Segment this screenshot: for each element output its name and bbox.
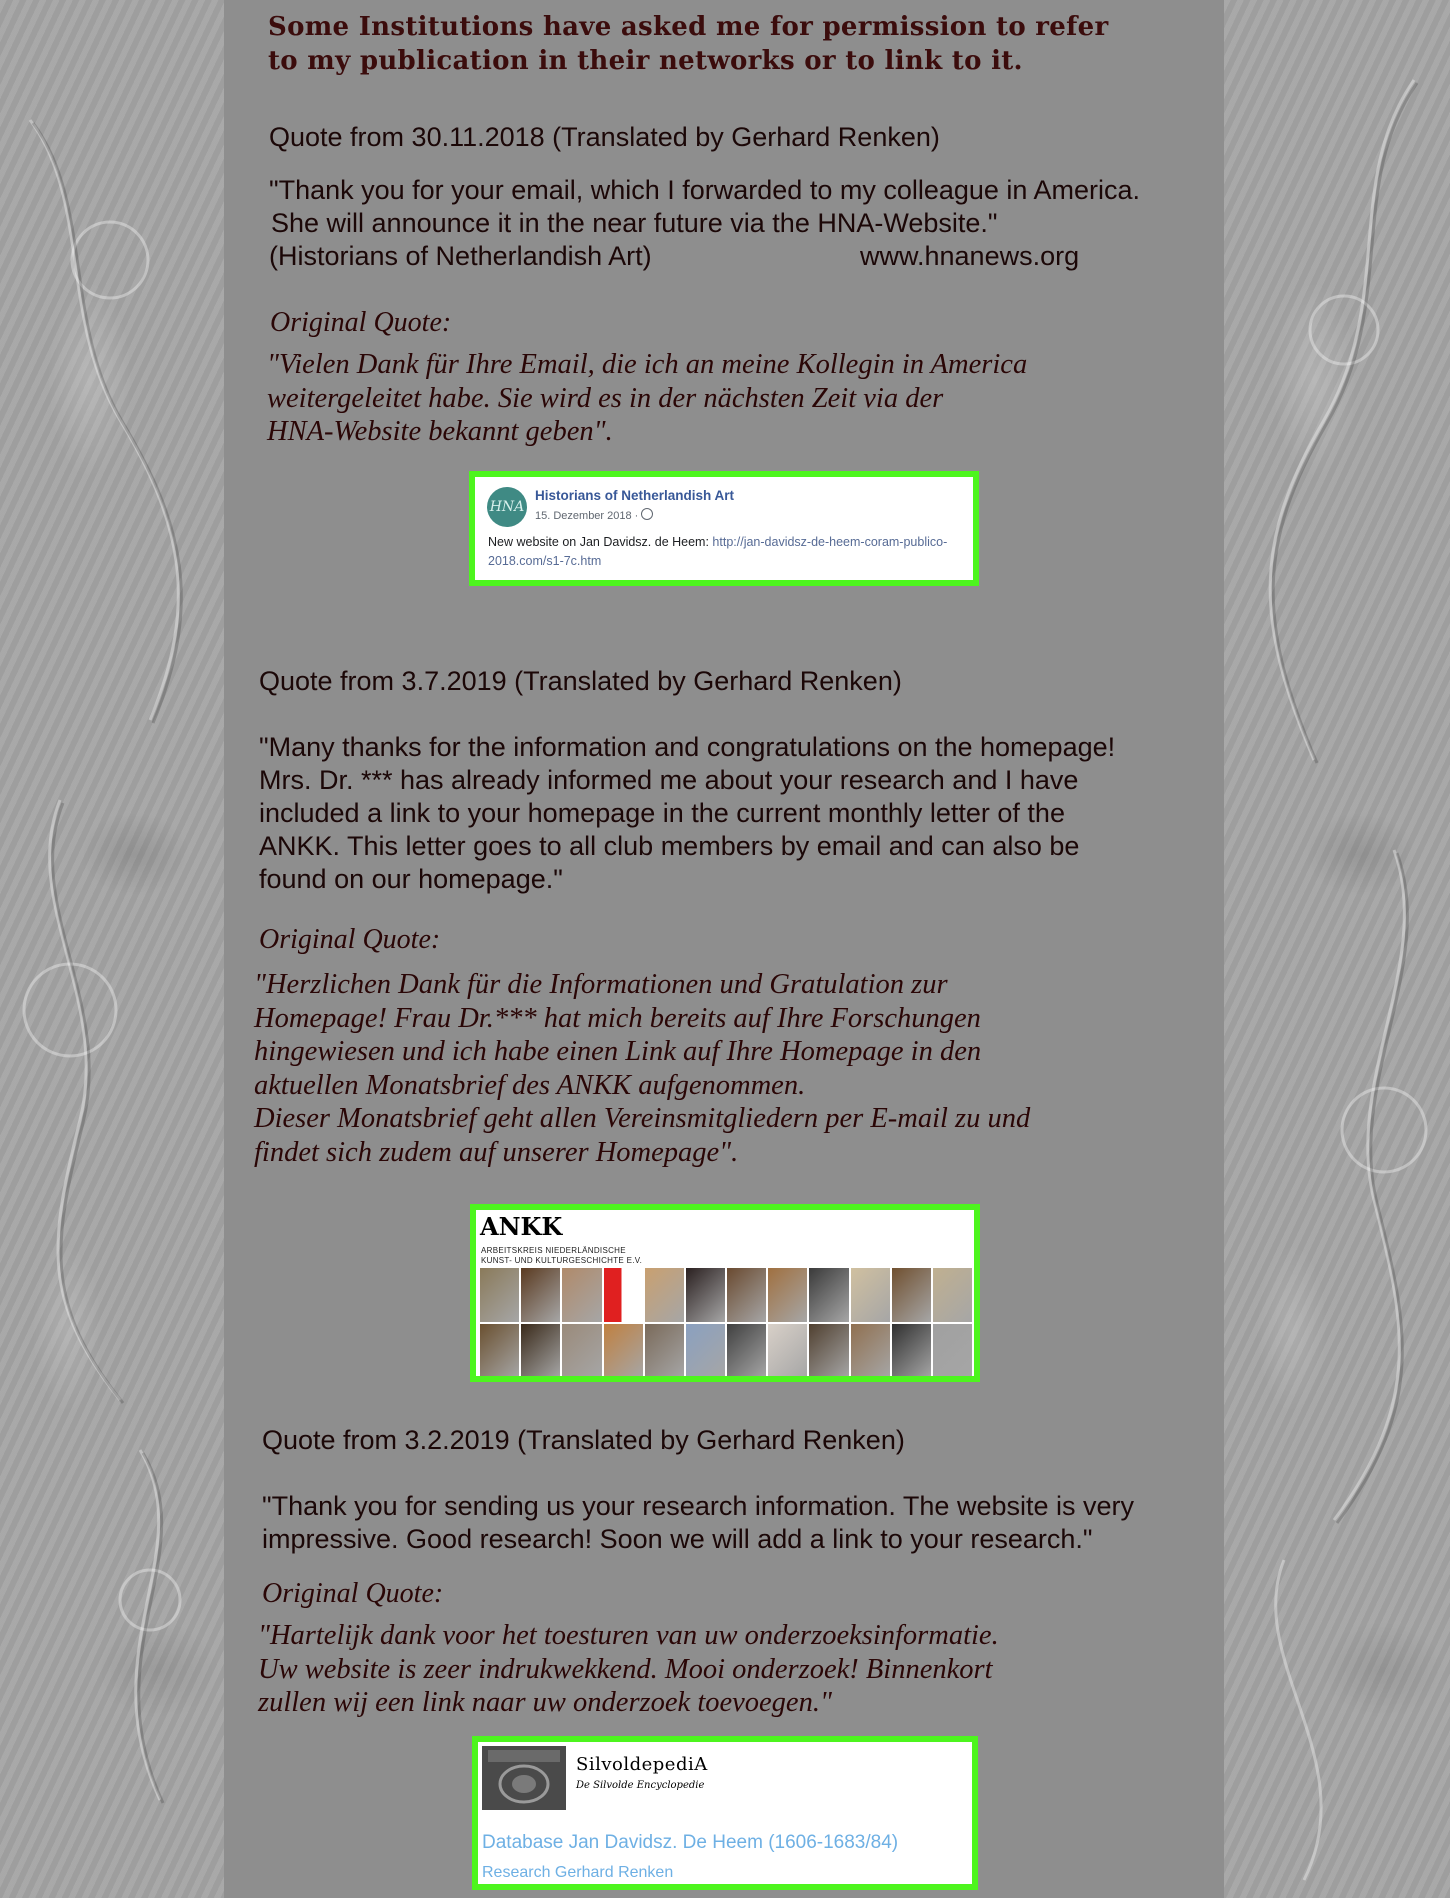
ankk-artwork-tile [686, 1324, 725, 1378]
quote-3-original-line: "Hartelijk dank voor het toesturen van uw onderzoeksinformatie. [258, 1620, 999, 1651]
left-decorative-panel [0, 0, 224, 1898]
ankk-artwork-tile [768, 1268, 807, 1322]
ankk-logo: ANKK [480, 1212, 563, 1241]
quote-1-line: She will announce it in the near future via the HNA-Website." [271, 208, 998, 238]
hna-post-prefix: New website on Jan Davidsz. de Heem: [488, 535, 713, 549]
ankk-artwork-mosaic [480, 1268, 972, 1378]
ankk-card[interactable] [470, 1204, 980, 1382]
ankk-artwork-tile [645, 1268, 684, 1322]
hna-post-date [535, 508, 653, 522]
hna-post-link[interactable]: http://jan-davidsz-de-heem-coram-publico-2018.com/s1-7c.htm [488, 535, 948, 568]
hna-facebook-card[interactable] [469, 471, 979, 586]
quote-1-text [269, 174, 1140, 240]
quote-3-original-label: Original Quote: [262, 1578, 444, 1609]
ankk-artwork-tile [727, 1324, 766, 1378]
quote-3-text [262, 1490, 1134, 1556]
ankk-artwork-tile [933, 1324, 972, 1378]
quote-3-original-text [258, 1619, 999, 1720]
quote-1-original-text [267, 348, 1027, 449]
ankk-artwork-tile [562, 1324, 601, 1378]
ankk-subtitle-line: KUNST- UND KULTURGESCHICHTE E.V. [481, 1256, 643, 1265]
ankk-artwork-tile [727, 1268, 766, 1322]
ankk-subtitle [481, 1246, 642, 1266]
quote-1-header: Quote from 30.11.2018 (Translated by Gerhard Renken) [269, 122, 940, 152]
ankk-artwork-tile [768, 1324, 807, 1378]
globe-icon [641, 508, 653, 520]
heading-line-2: to my publication in their networks or to link to it. [268, 46, 1023, 76]
quote-2-original-label: Original Quote: [259, 924, 441, 955]
database-link[interactable]: Database Jan Davidsz. De Heem (1606-1683/84) [482, 1832, 899, 1853]
silvoldepedia-title: SilvoldepediA [576, 1754, 708, 1775]
quote-3-original-line: Uw website is zeer indrukwekkend. Mooi onderzoek! Binnenkort [258, 1653, 993, 1685]
quote-1-original-label: Original Quote: [270, 307, 452, 338]
quote-2-text [259, 731, 1115, 896]
quote-2-line: ANKK. This letter goes to all club members by email and can also be [259, 831, 1080, 861]
quote-2-line: Mrs. Dr. *** has already informed me about your research and I have [259, 765, 1079, 795]
quote-1-line: "Thank you for your email, which I forwarded to my colleague in America. [269, 175, 1140, 205]
quote-2-line: found on our homepage." [259, 864, 563, 894]
right-decorative-panel [1224, 0, 1450, 1898]
ankk-artwork-tile [809, 1324, 848, 1378]
ankk-artwork-tile [562, 1268, 601, 1322]
ankk-artwork-tile [480, 1268, 519, 1322]
ankk-artwork-tile [851, 1268, 890, 1322]
quote-1-original-line: weitergeleitet habe. Sie wird es in der nächsten Zeit via der [267, 382, 944, 414]
ankk-artwork-tile [892, 1268, 931, 1322]
page-heading [268, 10, 1108, 78]
ankk-artwork-tile [604, 1268, 643, 1322]
hna-logo: HNA [487, 487, 527, 527]
content-column [224, 0, 1224, 1898]
ankk-subtitle-line: ARBEITSKREIS NIEDERLÄNDISCHE [481, 1246, 626, 1255]
ankk-artwork-tile [809, 1268, 848, 1322]
quote-3-line: "Thank you for sending us your research information. The website is very [262, 1491, 1135, 1521]
hna-date-text: 15. Dezember 2018 · [535, 510, 642, 522]
quote-2-line: "Many thanks for the information and congratulations on the homepage! [259, 732, 1116, 762]
hna-page-name[interactable]: Historians of Netherlandish Art [535, 488, 735, 503]
ankk-artwork-tile [521, 1324, 560, 1378]
hna-website-link[interactable]: www.hnanews.org [860, 241, 1080, 271]
ankk-artwork-tile [645, 1324, 684, 1378]
quote-2-original-line: Dieser Monatsbrief geht allen Vereinsmitgliedern per E-mail zu und [254, 1103, 1031, 1134]
ankk-artwork-tile [604, 1324, 643, 1378]
heading-line-1: Some Institutions have asked me for permission to refer [268, 12, 1109, 42]
ankk-artwork-tile [686, 1268, 725, 1322]
quote-1-original-line: "Vielen Dank für Ihre Email, die ich an meine Kollegin in America [267, 349, 1028, 380]
silvolde-seal-image [482, 1746, 566, 1810]
quote-2-original-text [254, 968, 1030, 1169]
silvoldepedia-subtitle: De Silvolde Encyclopedie [576, 1780, 705, 1791]
quote-2-header: Quote from 3.7.2019 (Translated by Gerhard Renken) [259, 666, 902, 696]
hna-post-text [488, 533, 968, 571]
quote-3-header: Quote from 3.2.2019 (Translated by Gerhard Renken) [262, 1425, 905, 1455]
quote-1-original-line: HNA-Website bekannt geben". [267, 416, 613, 447]
ankk-artwork-tile [851, 1324, 890, 1378]
quote-2-line: included a link to your homepage in the current monthly letter of the [259, 798, 1065, 828]
silvoldepedia-card[interactable] [472, 1736, 978, 1890]
quote-3-line: impressive. Good research! Soon we will add a link to your research." [262, 1524, 1093, 1554]
quote-2-original-line: Homepage! Frau Dr.*** hat mich bereits auf Ihre Forschungen [254, 1002, 981, 1034]
quote-2-original-line: "Herzlichen Dank für die Informationen und Gratulation zur [254, 969, 948, 1000]
quote-2-original-line: findet sich zudem auf unserer Homepage". [254, 1136, 739, 1168]
quote-2-original-line: hingewiesen und ich habe einen Link auf Ihre Homepage in den [254, 1036, 982, 1067]
ankk-artwork-tile [892, 1324, 931, 1378]
ankk-artwork-tile [480, 1324, 519, 1378]
quote-1-source: (Historians of Netherlandish Art) [269, 241, 652, 271]
ankk-artwork-tile [933, 1268, 972, 1322]
research-link[interactable]: Research Gerhard Renken [482, 1864, 674, 1881]
quote-2-original-line: aktuellen Monatsbrief des ANKK aufgenommen. [254, 1069, 806, 1101]
quote-3-original-line: zullen wij een link naar uw onderzoek toevoegen." [258, 1687, 832, 1718]
ankk-artwork-tile [521, 1268, 560, 1322]
